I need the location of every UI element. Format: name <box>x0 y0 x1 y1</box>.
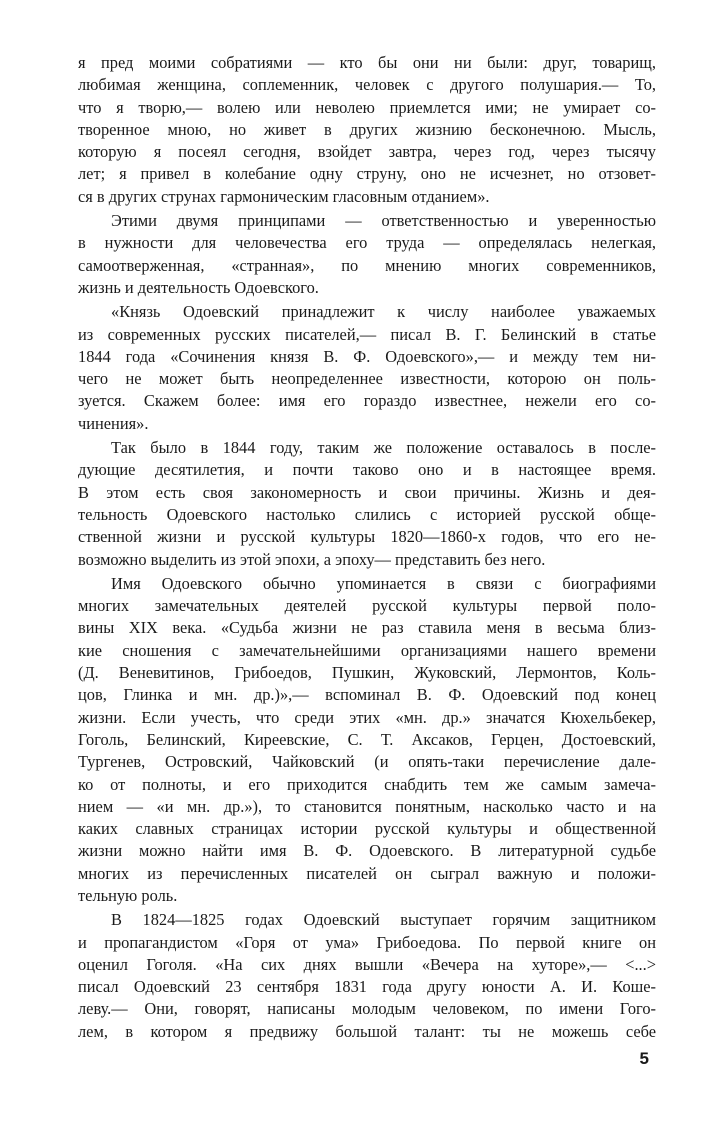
text-line: Этими двумя принципами — ответственностью и уверенностью <box>111 211 656 231</box>
page-number: 5 <box>639 1049 649 1068</box>
text-line: Так было в 1844 году, таким же положение оставалось в после- <box>111 438 656 458</box>
text-line: я пред моими собратиями — кто бы они ни были: друг, товарищ, <box>78 53 656 72</box>
body-text <box>78 52 656 1043</box>
text-line: Тургенев, Островский, Чайковский (и опять-таки перечисление дале- <box>78 752 656 772</box>
text-line: лет; я привел в колебание одну струну, оно не исчезнет, но отзовет- <box>78 164 656 184</box>
text-line: многих замечательных деятелей русской культуры первой поло- <box>78 596 656 616</box>
text-line: леву.— Они, говорят, написаны молодым человеком, по имени Гого- <box>78 999 656 1019</box>
text-line: что я творю,— волею или неволею приемлется ими; не умирает со- <box>78 97 656 117</box>
text-line: из современных русских писателей,— писал В. Г. Белинский в статье <box>78 324 656 344</box>
paragraph <box>78 210 656 299</box>
text-line: чего не может быть неопределеннее известности, которою он поль- <box>78 369 656 389</box>
text-line: зуется. Скажем более: имя его гораздо известнее, нежели его со- <box>78 391 656 411</box>
text-line: которую я посеял сегодня, взойдет завтра, через год, через тысячу <box>78 142 656 162</box>
text-line: тельность Одоевского настолько слились с историей русской обще- <box>78 504 656 524</box>
paragraph <box>78 52 656 208</box>
paragraph <box>78 301 656 435</box>
text-line: ственной жизни и русской культуры 1820—1860-х годов, что его не- <box>78 527 656 547</box>
text-line: и пропагандистом «Горя от ума» Грибоедова. По первой книге он <box>78 932 656 952</box>
text-line: оценил Гоголя. «На сих днях вышли «Вечера на хуторе»,— <...> <box>78 954 656 974</box>
paragraph <box>78 909 656 1043</box>
text-line: цов, Глинка и мн. др.)»,— вспоминал В. Ф. Одоевский под конец <box>78 685 656 705</box>
text-line: писал Одоевский 23 сентября 1831 года другу юности А. И. Коше- <box>78 977 656 997</box>
text-line: 1844 года «Сочинения князя В. Ф. Одоевского»,— и между тем ни- <box>78 346 656 366</box>
text-line: В 1824—1825 годах Одоевский выступает горячим защитником <box>111 910 656 930</box>
text-line: ся в других струнах гармоническим гласовным отданием». <box>78 186 490 206</box>
paragraph <box>78 573 656 907</box>
text-line: Гоголь, Белинский, Киреевские, С. Т. Аксаков, Герцен, Достоевский, <box>78 729 656 749</box>
text-line: возможно выделить из этой эпохи, а эпоху— представить без него. <box>78 549 546 569</box>
paragraph <box>78 437 656 571</box>
text-line: кие сношения с замечательнейшими организациями нашего времени <box>78 640 656 660</box>
text-line: каких славных страницах истории русской культуры и общественной <box>78 819 656 839</box>
text-line: творенное мною, но живет в других жизнию бесконечною. Мысль, <box>78 119 656 139</box>
text-line: в нужности для человечества его труда — определялась нелегкая, <box>78 233 656 253</box>
text-line: тельную роль. <box>78 885 178 905</box>
text-line: «Князь Одоевский принадлежит к числу наиболее уважаемых <box>111 302 656 322</box>
text-line: Имя Одоевского обычно упоминается в связи с биографиями <box>111 573 656 593</box>
text-line: дующие десятилетия, и почти таково оно и в настоящее время. <box>78 460 656 480</box>
text-line: (Д. Веневитинов, Грибоедов, Пушкин, Жуковский, Лермонтов, Коль- <box>78 663 656 683</box>
text-line: любимая женщина, соплеменник, человек с другого полушария.— То, <box>78 75 656 95</box>
text-line: самоотверженная, «странная», по мнению многих современников, <box>78 255 656 275</box>
text-line: жизни. Если учесть, что среди этих «мн. др.» значатся Кюхельбекер, <box>78 707 656 727</box>
text-line: многих из перечисленных писателей он сыграл важную и положи- <box>78 863 656 883</box>
text-line: чинения». <box>78 413 149 433</box>
text-line: лем, в котором я предвижу большой талант: ты не можешь себе <box>78 1021 656 1041</box>
text-line: В этом есть своя закономерность и свои причины. Жизнь и дея- <box>78 482 656 502</box>
text-line: вины XIX века. «Судьба жизни не раз ставила меня в весьма близ- <box>78 618 656 638</box>
text-line: ко от полноты, и его приходится снабдить тем же самым замеча- <box>78 774 656 794</box>
text-line: жизни можно найти имя В. Ф. Одоевского. В литературной судьбе <box>78 841 656 861</box>
text-line: жизнь и деятельность Одоевского. <box>78 277 319 297</box>
text-line: нием — «и мн. др.»), то становится понятным, насколько часто и на <box>78 796 656 816</box>
